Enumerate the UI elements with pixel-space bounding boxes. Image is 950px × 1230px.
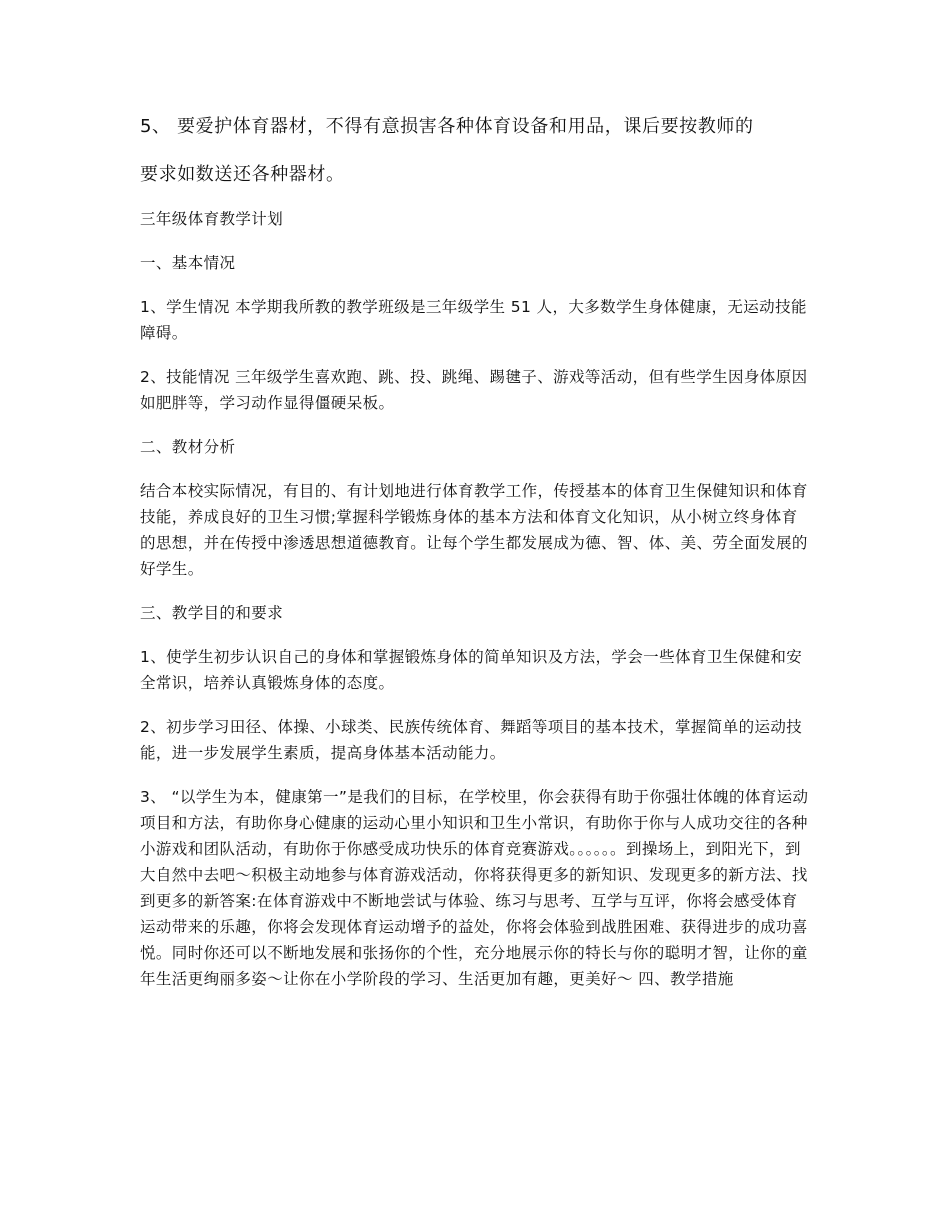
paragraph-skill-situation: 2、技能情况 三年级学生喜欢跑、跳、投、跳绳、踢毽子、游戏等活动，但有些学生因身体原因如肥胖等，学习动作显得僵硬呆板。 <box>140 368 808 412</box>
rule-paragraph-5-continued: 要求如数送还各种器材。 <box>140 164 345 185</box>
section-heading-material-analysis: 二、教材分析 <box>140 438 236 456</box>
section-heading-basic-situation: 一、基本情况 <box>140 254 236 272</box>
paragraph-goal-1: 1、使学生初步认识自己的身体和掌握锻炼身体的简单知识及方法，学会一些体育卫生保健和安全常识，培养认真锻炼身体的态度。 <box>140 648 803 692</box>
paragraph-material-analysis: 结合本校实际情况，有目的、有计划地进行体育教学工作，传授基本的体育卫生保健知识和体育技能，养成良好的卫生习惯;掌握科学锻炼身体的基本方法和体育文化知识，从小树立终身体育的思想，并在传授中渗透思想道德教育。让每个学生都发展成为德、智、体、美、劳全面发展的好学生。 <box>140 482 808 578</box>
section-heading-goals: 三、教学目的和要求 <box>140 604 284 622</box>
document-body <box>140 112 812 1010</box>
document-title: 三年级体育教学计划 <box>140 210 284 228</box>
rule-paragraph-5: 5、 要爱护体育器材，不得有意损害各种体育设备和用品，课后要按教师的 <box>140 116 754 137</box>
paragraph-student-situation: 1、学生情况 本学期我所教的教学班级是三年级学生 51 人，大多数学生身体健康，无运动技能障碍。 <box>140 298 807 342</box>
paragraph-goal-3: 3、 “以学生为本，健康第一”是我们的目标，在学校里，你会获得有助于你强壮体魄的体育运动项目和方法，有助你身心健康的运动心里小知识和卫生小常识，有助你于你与人成功交往的各种小游戏和团队活动，有助你于你感受成功快乐的体育竞赛游戏。。。。。。到操场上，到阳光下，到大自然中去吧～积极主动地参与体育游戏活动，你将获得更多的新知识、发现更多的新方法、找到更多的新答案:在体育游戏中不断地尝试与体验、练习与思考、互学与互评，你将会感受体育运动带来的乐趣，你将会发现体育运动增予的益处，你将会体验到战胜困难、获得进步的成功喜悦。同时你还可以不断地发展和张扬你的个性，充分地展示你的特长与你的聪明才智，让你的童年生活更绚丽多姿～让你在小学阶段的学习、生活更加有趣，更美好～ 四、教学措施 <box>140 788 809 988</box>
paragraph-goal-2: 2、初步学习田径、体操、小球类、民族传统体育、舞蹈等项目的基本技术，掌握简单的运动技能，进一步发展学生素质，提高身体基本活动能力。 <box>140 718 803 762</box>
